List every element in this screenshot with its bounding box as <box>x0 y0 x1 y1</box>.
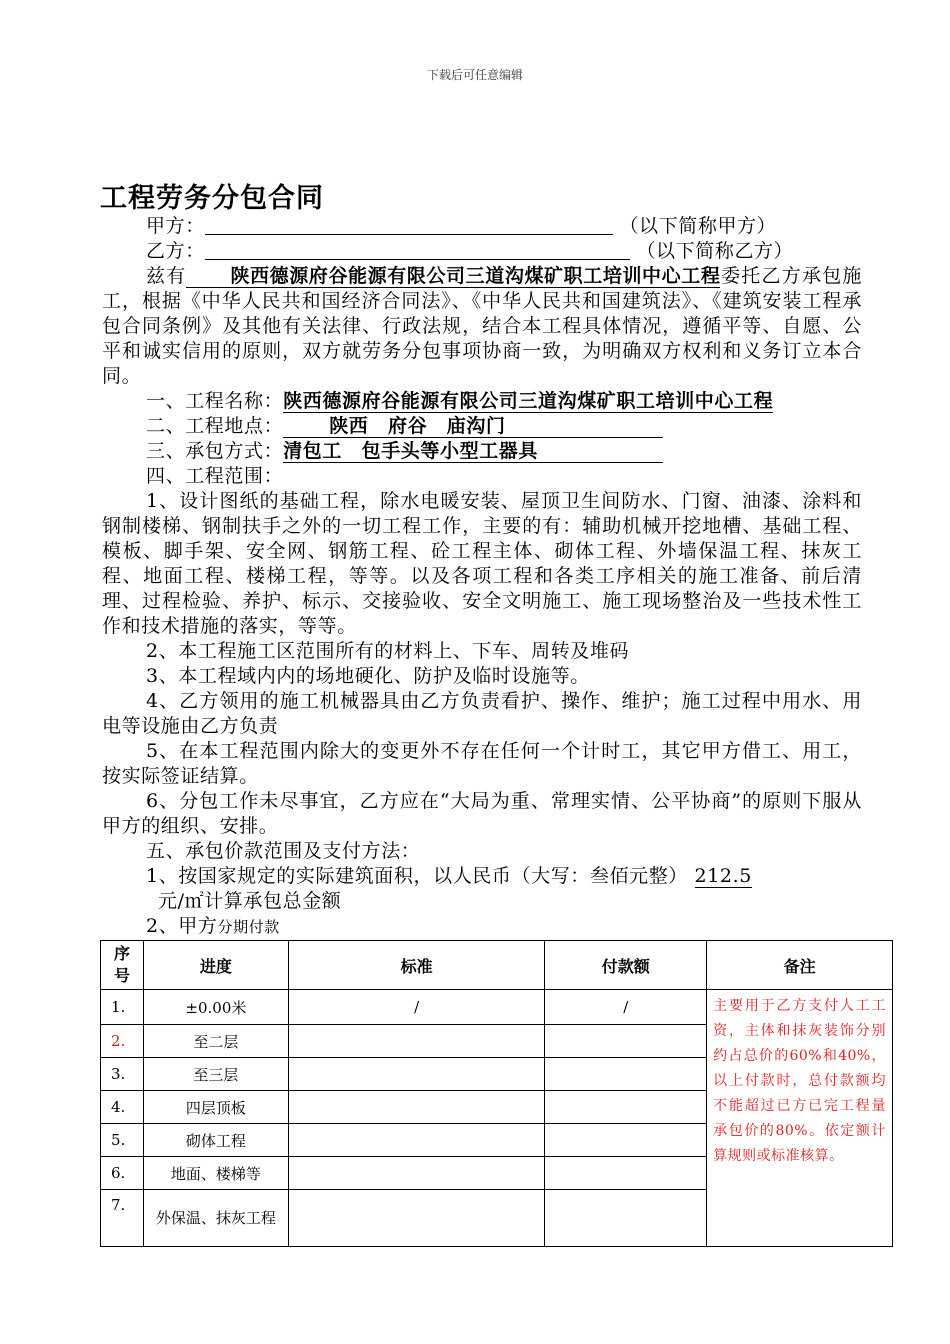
item-4-label: 四、工程范围： <box>146 465 284 487</box>
header-progress: 进度 <box>143 941 288 990</box>
price-unit: 元/㎡计算承包总金额 <box>158 890 342 912</box>
item-2 <box>102 414 862 439</box>
intro-rest: 委托乙方承包施工，根据《中华人民共和国经济合同法》、《中华人民共和国建筑法》、《建筑安装工程承包合同条例》及其他有关法律、行政法规，结合本工程具体情况，遵循平等、自愿、公平和诚实信用的原则，双方就劳务分包事项协商一致，为明确双方权利和义务订立本合同。 <box>102 265 863 387</box>
payment-note: 主要用于乙方支付人工工资，主体和抹灰装饰分别约占总价的60%和40%，以上付款时，总付款额均不能超过已方已完工程量承包价的80%。依定额计算规则或标准核算。 <box>707 990 893 1247</box>
item-3-value: 清包工 包手头等小型工器具 <box>283 441 663 463</box>
party-b-line <box>102 239 862 264</box>
price-value: 212.5 <box>694 865 752 887</box>
page-header: 下载后可任意编辑 <box>426 68 523 82</box>
party-b-label: 乙方： <box>146 240 205 262</box>
scope-item-5: 5、在本工程范围内除大的变更外不存在任何一个计时工，其它甲方借工、用工，按实际签证结算。 <box>102 740 862 787</box>
table-header-row <box>101 941 893 990</box>
item-3-label: 三、承包方式： <box>146 440 284 462</box>
row-amount[interactable] <box>545 1025 707 1058</box>
row-standard[interactable] <box>288 1190 545 1247</box>
payment-label: 2、甲方 <box>146 915 218 937</box>
row-no: 4. <box>101 1091 144 1124</box>
row-no: 6. <box>101 1157 144 1190</box>
party-a-blank[interactable] <box>205 214 613 235</box>
header-amount: 付款额 <box>545 941 707 990</box>
row-no: 7. <box>101 1190 144 1247</box>
scope-item-2: 2、本工程施工区范围所有的材料上、下车、周转及堆码 <box>146 640 630 662</box>
row-amount[interactable]: / <box>545 990 707 1025</box>
document-title: 工程劳务分包合同 <box>100 183 324 214</box>
price-line <box>102 864 862 889</box>
scope-list <box>102 489 862 839</box>
scope-item-4: 4、乙方领用的施工机械器具由乙方负责看护、操作、维护；施工过程中用水、用电等设施由乙方负责 <box>102 690 862 737</box>
row-progress: 至二层 <box>143 1025 288 1058</box>
row-no: 2. <box>101 1025 144 1058</box>
intro-paragraph <box>102 264 862 389</box>
row-standard[interactable] <box>288 1124 545 1157</box>
item-2-value: 陕西 府谷 庙沟门 <box>283 416 663 438</box>
party-a-line <box>102 214 862 239</box>
row-standard[interactable] <box>288 1157 545 1190</box>
row-amount[interactable] <box>545 1058 707 1091</box>
row-progress: 地面、楼梯等 <box>143 1157 288 1190</box>
party-b-suffix: （以下简称乙方） <box>636 240 794 262</box>
header-standard: 标准 <box>288 941 545 990</box>
item-1-value: 陕西德源府谷能源有限公司三道沟煤矿职工培训中心工程 <box>283 390 774 412</box>
party-a-label: 甲方： <box>146 215 205 237</box>
row-standard[interactable] <box>288 1091 545 1124</box>
row-standard[interactable] <box>288 1025 545 1058</box>
row-amount[interactable] <box>545 1157 707 1190</box>
row-standard[interactable]: / <box>288 990 545 1025</box>
payment-label-small: 分期付款 <box>217 918 280 936</box>
header-seq-text: 序号 <box>113 944 130 985</box>
row-amount[interactable] <box>545 1190 707 1247</box>
header-seq <box>101 941 144 990</box>
contract-body <box>102 214 862 939</box>
party-b-blank[interactable] <box>205 239 630 260</box>
scope-item-1: 1、设计图纸的基础工程，除水电暖安装、屋顶卫生间防水、门窗、油漆、涂料和钢制楼梯、钢制扶手之外的一切工程工作，主要的有：辅助机械开挖地槽、基础工程、模板、脚手架、安全网、钢筋工程、砼工程主体、砌体工程、外墙保温工程、抹灰工程、地面工程、楼梯工程，等等。以及各项工程和各类工序相关的施工准备、前后清理、过程检验、养护、标示、交接验收、安全文明施工、施工现场整治及一些技术性工作和技术措施的落实，等等。 <box>102 490 862 637</box>
price-unit-line <box>102 889 862 914</box>
row-progress: 至三层 <box>143 1058 288 1091</box>
item-5-label: 五、承包价款范围及支付方法： <box>146 840 421 862</box>
row-no: 5. <box>101 1124 144 1157</box>
item-3 <box>102 439 862 464</box>
row-amount[interactable] <box>545 1124 707 1157</box>
scope-item-6: 6、分包工作未尽事宜，乙方应在“大局为重、常理实情、公平协商”的原则下服从甲方的组织、安排。 <box>102 790 862 837</box>
scope-item-3: 3、本工程域内内的场地硬化、防护及临时设施等。 <box>146 665 590 687</box>
row-no: 1. <box>101 990 144 1025</box>
payment-table <box>100 940 893 1247</box>
row-progress: ±0.00米 <box>143 990 288 1025</box>
intro-project-name: 陕西德源府谷能源有限公司三道沟煤矿职工培训中心工程 <box>186 266 720 288</box>
row-progress: 四层顶板 <box>143 1091 288 1124</box>
item-1-label: 一、工程名称： <box>146 390 284 412</box>
header-note: 备注 <box>707 941 893 990</box>
price-text: 1、按国家规定的实际建筑面积，以人民币（大写：叁佰元整） <box>146 865 688 887</box>
row-amount[interactable] <box>545 1091 707 1124</box>
row-no: 3. <box>101 1058 144 1091</box>
item-4 <box>102 464 862 489</box>
item-5 <box>102 839 862 864</box>
item-2-label: 二、工程地点： <box>146 415 284 437</box>
row-standard[interactable] <box>288 1058 545 1091</box>
payment-label-line <box>102 914 862 939</box>
party-a-suffix: （以下简称甲方） <box>619 215 777 237</box>
item-1 <box>102 389 862 414</box>
intro-prefix: 兹有 <box>146 265 187 287</box>
row-progress: 砌体工程 <box>143 1124 288 1157</box>
row-progress: 外保温、抹灰工程 <box>143 1190 288 1247</box>
table-row <box>101 990 893 1025</box>
